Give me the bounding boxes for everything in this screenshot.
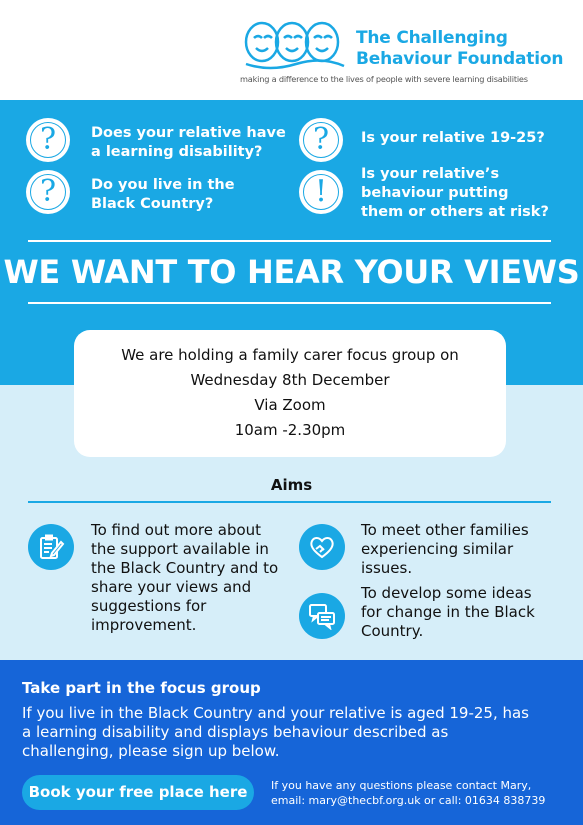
event-time: 10am -2.30pm bbox=[234, 421, 346, 439]
question-mark-icon: ? bbox=[26, 170, 70, 214]
cta-title: Take part in the focus group bbox=[22, 679, 261, 697]
org-name-line2: Behaviour Foundation bbox=[356, 49, 564, 69]
exclamation-mark-icon: ! bbox=[299, 170, 343, 214]
aim-ideas-text: To develop some ideas for change in the Black Country. bbox=[361, 584, 535, 640]
cbf-logo-icon bbox=[240, 20, 352, 74]
aim-meet-families-text: To meet other families experiencing similar issues. bbox=[361, 521, 529, 577]
book-free-place-button[interactable]: Book your free place here bbox=[22, 775, 254, 810]
handshake-heart-icon bbox=[299, 524, 345, 570]
question-mark-icon: ? bbox=[299, 118, 343, 162]
divider-top bbox=[28, 240, 551, 242]
event-card bbox=[74, 330, 506, 457]
contact-line1: If you have any questions please contact Mary, bbox=[271, 779, 532, 792]
question-age: Is your relative 19-25? bbox=[361, 130, 545, 146]
divider-bottom bbox=[28, 302, 551, 304]
contact-info bbox=[271, 778, 571, 808]
org-name-line1: The Challenging bbox=[356, 28, 508, 48]
headline: WE WANT TO HEAR YOUR VIEWS bbox=[3, 253, 580, 291]
aims-title: Aims bbox=[270, 476, 313, 494]
event-intro: We are holding a family carer focus group on bbox=[121, 346, 459, 364]
question-behaviour-risk: Is your relative’s behaviour putting them or others at risk? bbox=[361, 166, 549, 220]
organisation-name bbox=[356, 28, 571, 70]
clipboard-pencil-icon bbox=[28, 524, 74, 570]
tagline: making a difference to the lives of people with severe learning disabilities bbox=[240, 74, 528, 84]
question-learning-disability: Does your relative have a learning disability? bbox=[91, 125, 286, 160]
header bbox=[0, 0, 583, 100]
aims-divider bbox=[28, 501, 551, 503]
cta-body: If you live in the Black Country and your relative is aged 19-25, has a learning disability and displays behaviour described as challenging, please sign up below. bbox=[22, 704, 529, 760]
question-mark-icon: ? bbox=[26, 118, 70, 162]
event-date: Wednesday 8th December bbox=[190, 371, 390, 389]
chat-bubbles-icon bbox=[299, 593, 345, 639]
question-black-country: Do you live in the Black Country? bbox=[91, 177, 235, 212]
contact-line2[interactable]: email: mary@thecbf.org.uk or call: 01634 838739 bbox=[271, 794, 546, 807]
event-venue: Via Zoom bbox=[254, 396, 326, 414]
aim-support-text: To find out more about the support available in the Black Country and to share your views and suggestions for improvement. bbox=[91, 521, 279, 634]
